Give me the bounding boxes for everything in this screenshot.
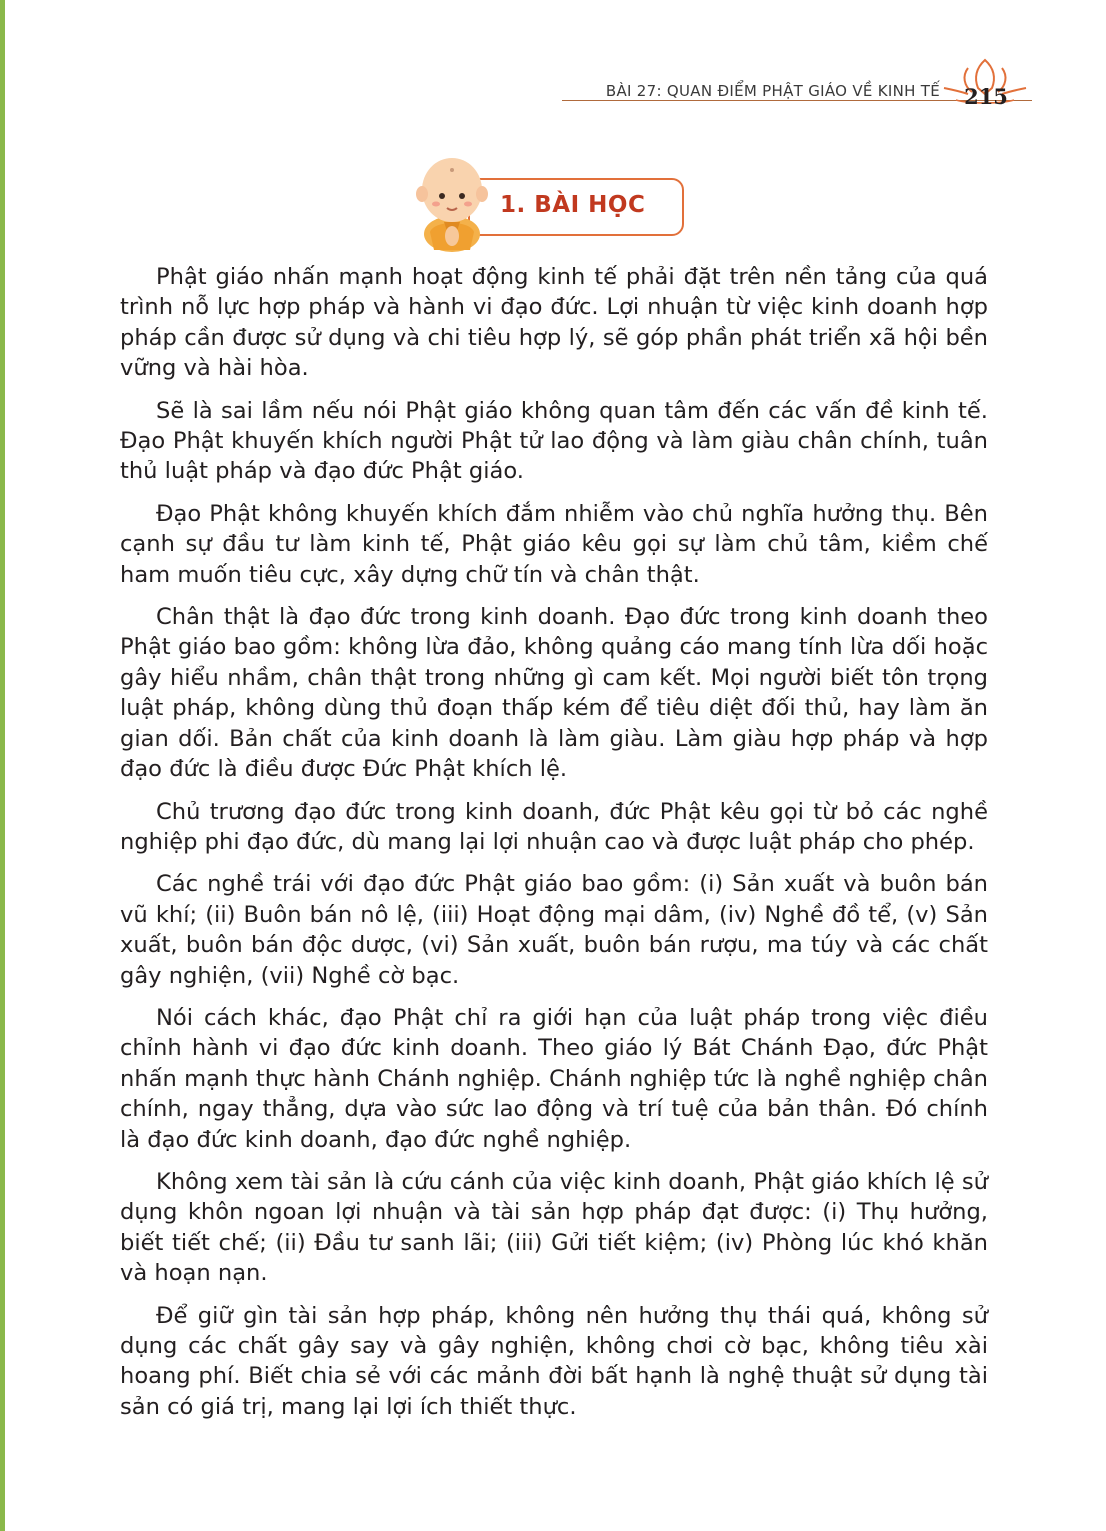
lesson-body <box>120 262 988 1434</box>
paragraph: Không xem tài sản là cứu cánh của việc kinh doanh, Phật giáo khích lệ sử dụng khôn ngoan lợi nhuận và tài sản hợp pháp đạt được: (i) Thụ hưởng, biết tiết chế; (ii) Đầu tư sanh lãi; (iii) Gửi tiết kiệm; (iv) Phòng lúc khó khăn và hoạn nạn. <box>120 1168 988 1287</box>
paragraph: Chủ trương đạo đức trong kinh doanh, đức Phật kêu gọi từ bỏ các nghề nghiệp phi đạo đức, dù mang lại lợi nhuận cao và được luật pháp cho phép. <box>120 798 988 855</box>
page-edge-stripe <box>0 0 5 1531</box>
running-header-title: BÀI 27: QUAN ĐIỂM PHẬT GIÁO VỀ KINH TẾ <box>605 82 940 100</box>
paragraph: Để giữ gìn tài sản hợp pháp, không nên hưởng thụ thái quá, không sử dụng các chất gây say và gây nghiện, không chơi cờ bạc, không tiêu xài hoang phí. Biết chia sẻ với các mảnh đời bất hạnh là nghệ thuật sử dụng tài sản có giá trị, mang lại lợi ích thiết thực. <box>120 1302 988 1420</box>
paragraph: Nói cách khác, đạo Phật chỉ ra giới hạn của luật pháp trong việc điều chỉnh hành vi đạo đức kinh doanh. Theo giáo lý Bát Chánh Đạo, đức Phật nhấn mạnh thực hành Chánh nghiệp. Chánh nghiệp tức là nghề nghiệp chân chính, ngay thẳng, dựa vào sức lao động và trí tuệ của bản thân. Đó chính là đạo đức kinh doanh, đạo đức nghề nghiệp. <box>120 1004 988 1153</box>
little-monk-icon <box>410 150 494 252</box>
paragraph: Sẽ là sai lầm nếu nói Phật giáo không quan tâm đến các vấn đề kinh tế. Đạo Phật khuyến khích người Phật tử lao động và làm giàu chân chính, tuân thủ luật pháp và đạo đức Phật giáo. <box>120 397 988 485</box>
paragraph: Các nghề trái với đạo đức Phật giáo bao gồm: (i) Sản xuất và buôn bán vũ khí; (ii) Buôn bán nô lệ, (iii) Hoạt động mại dâm, (iv) Nghề đồ tể, (v) Sản xuất, buôn bán độc dược, (vi) Sản xuất, buôn bán rượu, ma túy và các chất gây nghiện, (vii) Nghề cờ bạc. <box>120 871 988 989</box>
paragraph: Chân thật là đạo đức trong kinh doanh. Đạo đức trong kinh doanh theo Phật giáo bao gồm: không lừa đảo, không quảng cáo mang tính lừa dối hoặc gây hiểu nhầm, chân thật trong những gì cam kết. Mọi người biết tôn trọng luật pháp, không dùng thủ đoạn thấp kém để tiêu diệt đối thủ, hay làm ăn gian dối. Bản chất của kinh doanh là làm giàu. Làm giàu hợp pháp và hợp đạo đức là điều được Đức Phật khích lệ. <box>120 604 988 783</box>
page-number: 215 <box>964 84 1008 109</box>
paragraph: Phật giáo nhấn mạnh hoạt động kinh tế phải đặt trên nền tảng của quá trình nỗ lực hợp pháp và hành vi đạo đức. Lợi nhuận từ việc kinh doanh hợp pháp cần được sử dụng và chi tiêu hợp lý, sẽ góp phần phát triển xã hội bền vững và hài hòa. <box>120 264 988 382</box>
paragraph: Đạo Phật không khuyến khích đắm nhiễm vào chủ nghĩa hưởng thụ. Bên cạnh sự đầu tư làm kinh tế, Phật giáo kêu gọi sự làm chủ tâm, kiềm chế ham muốn tiêu cực, xây dựng chữ tín và chân thật. <box>120 500 988 588</box>
section-heading: 1. BÀI HỌC <box>500 192 646 218</box>
